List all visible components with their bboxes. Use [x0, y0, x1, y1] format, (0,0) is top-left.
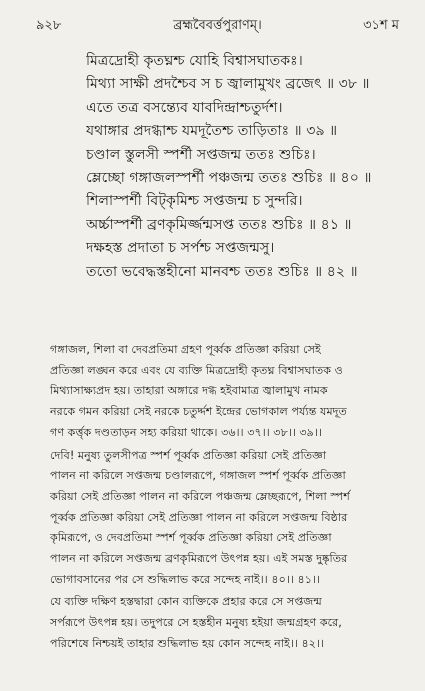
commentary-line: প্রতিজ্ঞা লঙ্ঘন করে এবং যে ব্যক্তি মিত্রদ্রোহী কৃতঘ্ন বিশ্বাসঘাতক ও	[50, 363, 343, 377]
verse-line: এতে তত্র বসন্ত্যেব যাবদিন্দ্রাশ্চতুর্দশ।	[86, 99, 283, 116]
verse-line: মিথ্যা সাক্ষী প্রদশ্চৈব স চ জ্বালামুখং ব্রজেৎ ॥ ৩৮ ॥	[86, 76, 370, 93]
commentary-line: গণ কর্ত্তৃক দণ্ডতাড়ন সহ্য করিয়া থাকে। ৩৬।। ৩৭।। ৩৮।। ৩৯।।	[50, 425, 322, 439]
chapter-reference: ৩১শ ম	[363, 18, 399, 33]
verse-line: ততো ভবেদ্ধস্তহীনো মানবশ্চ ততঃ শুচিঃ ॥ ৪২ ॥	[86, 263, 358, 280]
commentary-paragraph	[36, 446, 400, 591]
commentary-line: সর্পরূপে উৎপন্ন হয়। তদুপরে সে হস্তহীন মনুষ্য হইয়া জন্মগ্রহণ করে,	[50, 616, 342, 630]
verse-line: চণ্ডাল স্তুলসী স্পর্শী সপ্তজন্ম ততঃ শুচিঃ।	[86, 146, 316, 163]
verse-line: দক্ষহস্ত প্রদাতা চ সর্পশ্চ সপ্তজন্মসু।	[86, 240, 275, 257]
commentary-line: ভোগাবসানের পর সে শুদ্ধিলাভ করে সন্দেহ নাই।। ৪০।। ৪১।।	[50, 572, 320, 586]
commentary-line: মিথ্যাসাক্ষ্যপ্রদ হয়। তাহারা অঙ্গারে দগ্ধ হইবামাত্র জ্বালামুখ নামক	[50, 384, 328, 398]
commentary-paragraph	[36, 592, 400, 654]
commentary-line: গঙ্গাজল, শিলা বা দেবপ্রতিমা গ্রহণ পূর্ব্বক প্রতিজ্ঞা করিয়া সেই	[50, 343, 321, 356]
commentary-line: পূর্ব্বক প্রতিজ্ঞা করিয়া সেই প্রতিজ্ঞা পালন না করিলে সপ্তজন্ম বিষ্ঠার	[50, 510, 348, 524]
commentary-line: পালন না করিলে সপ্তজন্ম চণ্ডালরূপে, গঙ্গাজল স্পর্শ পূর্ব্বক প্রতিজ্ঞা	[50, 469, 346, 483]
commentary-line: দেবি! মনুষ্য তুলসীপত্র স্পর্শ পূর্ব্বক প্রতিজ্ঞা করিয়া সেই প্রতিজ্ঞা	[50, 448, 327, 462]
book-title: ব্রহ্মবৈবর্ত্তপুরাণম্।	[173, 18, 262, 33]
page-header	[36, 16, 399, 36]
sanskrit-verses	[86, 50, 406, 284]
verse-line: শিলাস্পর্শী বিট্‌কৃমিশ্চ সপ্তজন্ম চ সুন্দরি।	[86, 193, 303, 210]
verse-line: যথাঙ্গার প্রদগ্ধাশ্চ যমদূতৈশ্চ তাড়িতাঃ ॥ ৩৯ ॥	[86, 123, 338, 140]
commentary-paragraph	[36, 340, 400, 444]
commentary-line: কৃমিরূপে, ও দেবপ্রতিমা স্পর্শ পূর্ব্বক প্রতিজ্ঞা করিয়া সেই প্রতিজ্ঞা	[50, 531, 332, 545]
verse-line: ম্লেচ্ছো গঙ্গাজলস্পর্শী পঞ্চজন্ম ততঃ শুচিঃ ॥ ৪০ ॥	[86, 169, 372, 186]
commentary-line: পালন না করিলে সপ্তজন্ম ব্রণকৃমিরূপে উৎপন্ন হয়। এই সমস্ত দুষ্কৃতির	[50, 552, 348, 566]
commentary-line: করিয়া সেই প্রতিজ্ঞা পালন না করিলে পঞ্চজন্ম ম্লেচ্ছরূপে, শিলা স্পর্শ	[50, 489, 350, 503]
verse-line: মিত্রদ্রোহী কৃতঘ্নশ্চ যোহি বিশ্বাসঘাতকঃ।	[86, 53, 303, 69]
verse-line: অর্চ্চাস্পর্শী ব্রণকৃমির্জ্জন্মসপ্ত ততঃ শুচিঃ ॥ ৪১ ॥	[86, 216, 352, 233]
page-number: ৯২৮	[36, 18, 62, 33]
commentary-line: নরকে গমন করিয়া সেই নরকে চতুর্দ্দশ ইন্দ্রের ভোগকাল পর্য্যন্ত যমদূত	[50, 405, 347, 419]
commentary-line: পরিশেষে নিশ্চয়ই তাহার শুদ্ধিলাভ হয় কোন সন্দেহ নাই।। ৪২।।	[50, 636, 324, 650]
bengali-commentary	[36, 340, 400, 657]
commentary-line: যে ব্যক্তি দক্ষিণ হস্তদ্বারা কোন ব্যক্তিকে প্রহার করে সে সপ্তজন্ম	[50, 595, 322, 609]
